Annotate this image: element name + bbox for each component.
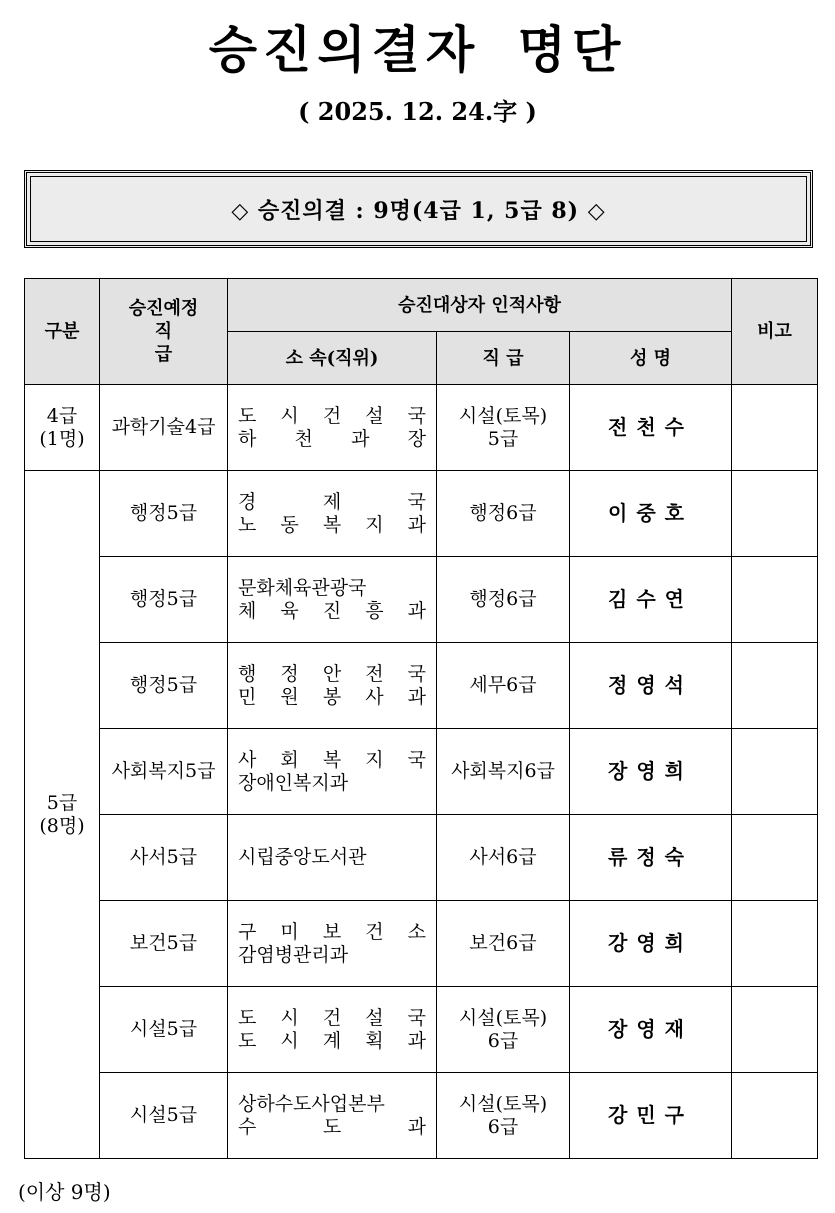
name-cell	[570, 1073, 732, 1159]
footer-note: (이상 9명)	[18, 1180, 111, 1204]
planned-rank: 사회복지5급	[111, 760, 216, 782]
remarks-cell	[732, 471, 818, 557]
planned-rank: 시설5급	[129, 1104, 198, 1126]
table-row	[25, 471, 818, 557]
planned-rank: 행정5급	[129, 502, 198, 524]
name-cell	[570, 385, 732, 471]
header-remarks: 비고	[732, 279, 818, 385]
remarks-cell	[732, 815, 818, 901]
current-rank-line1: 시설(토목)	[458, 1092, 548, 1115]
affiliation-cell	[228, 643, 437, 729]
affiliation-line1: 시립중앙도서관	[238, 846, 367, 868]
affiliation-line2: 감염병관리과	[238, 943, 349, 966]
affiliation-line2: 수 도 과	[238, 1115, 426, 1138]
current-rank-line1: 사서6급	[469, 846, 537, 868]
header-affiliation: 소 속(직위)	[228, 332, 437, 385]
remarks-cell	[732, 987, 818, 1073]
current-rank-line1: 보건6급	[469, 932, 537, 954]
name-cell	[570, 987, 732, 1073]
affiliation-line1: 도 시 건 설 국	[238, 1006, 426, 1029]
current-rank-cell	[437, 471, 570, 557]
affiliation-cell	[228, 815, 437, 901]
affiliation-cell	[228, 557, 437, 643]
promotion-table	[24, 278, 818, 1159]
name-cell	[570, 643, 732, 729]
affiliation-line2: 노 동 복 지 과	[238, 513, 426, 536]
affiliation-line1: 상하수도사업본부	[238, 1092, 385, 1115]
name-cell	[570, 729, 732, 815]
current-rank-line1: 행정6급	[469, 502, 537, 524]
remarks-cell	[732, 643, 818, 729]
affiliation-cell	[228, 471, 437, 557]
name-cell	[570, 471, 732, 557]
current-rank-line1: 세무6급	[469, 674, 537, 696]
current-rank-cell	[437, 729, 570, 815]
planned-rank-cell	[100, 557, 228, 643]
header-category: 구분	[25, 279, 100, 385]
current-rank-line1: 시설(토목)	[458, 404, 548, 427]
header-planned-rank-line1: 승진예정	[128, 298, 199, 319]
candidate-name: 장영희	[608, 759, 693, 783]
candidate-name: 류정숙	[608, 845, 693, 869]
affiliation-cell	[228, 987, 437, 1073]
affiliation-line1: 사 회 복 지 국	[238, 748, 426, 771]
remarks-cell	[732, 1073, 818, 1159]
current-rank-cell	[437, 901, 570, 987]
affiliation-line1: 행 정 안 전 국	[238, 662, 426, 685]
current-rank-cell	[437, 557, 570, 643]
table-row	[25, 901, 818, 987]
table-row	[25, 815, 818, 901]
group-label-line1: 5급	[46, 791, 78, 814]
affiliation-cell	[228, 385, 437, 471]
planned-rank: 보건5급	[129, 932, 198, 954]
candidate-name: 강민구	[608, 1103, 693, 1127]
remarks-cell	[732, 901, 818, 987]
affiliation-line1: 구 미 보 건 소	[238, 920, 426, 943]
candidate-name: 전천수	[608, 415, 693, 439]
planned-rank-cell	[100, 729, 228, 815]
document-title: 승진의결자 명단	[208, 21, 627, 79]
remarks-cell	[732, 557, 818, 643]
candidate-name: 강영희	[608, 931, 693, 955]
planned-rank-cell	[100, 385, 228, 471]
group-label	[25, 471, 100, 1159]
affiliation-line2: 장애인복지과	[238, 771, 349, 794]
current-rank-line1: 시설(토목)	[458, 1006, 548, 1029]
summary-box	[24, 170, 813, 248]
group-label-line1: 4급	[46, 404, 78, 427]
current-rank-line1: 행정6급	[469, 588, 537, 610]
current-rank-cell	[437, 1073, 570, 1159]
current-rank-line2: 5급	[487, 427, 519, 450]
candidate-name: 정영석	[608, 673, 693, 697]
candidate-name: 이중호	[608, 501, 693, 525]
planned-rank: 과학기술4급	[111, 416, 216, 438]
current-rank-line2: 6급	[487, 1115, 519, 1138]
remarks-cell	[732, 385, 818, 471]
candidate-name: 장영재	[608, 1017, 693, 1041]
table-row	[25, 643, 818, 729]
table-row	[25, 729, 818, 815]
planned-rank: 행정5급	[129, 674, 198, 696]
header-planned-rank-line2: 직 급	[154, 321, 199, 365]
affiliation-line1: 문화체육관광국	[238, 576, 367, 599]
affiliation-cell	[228, 729, 437, 815]
affiliation-cell	[228, 901, 437, 987]
affiliation-line1: 경 제 국	[238, 490, 426, 513]
header-planned-rank	[100, 279, 228, 385]
current-rank-cell	[437, 385, 570, 471]
name-cell	[570, 557, 732, 643]
header-candidate-info: 승진대상자 인적사항	[228, 279, 732, 332]
planned-rank: 시설5급	[129, 1018, 198, 1040]
planned-rank-cell	[100, 1073, 228, 1159]
affiliation-line2: 민 원 봉 사 과	[238, 685, 426, 708]
remarks-cell	[732, 729, 818, 815]
planned-rank-cell	[100, 643, 228, 729]
current-rank-cell	[437, 643, 570, 729]
affiliation-cell	[228, 1073, 437, 1159]
current-rank-cell	[437, 815, 570, 901]
affiliation-line2: 도 시 계 획 과	[238, 1029, 426, 1052]
planned-rank: 행정5급	[129, 588, 198, 610]
candidate-name: 김수연	[608, 587, 693, 611]
planned-rank: 사서5급	[129, 846, 198, 868]
current-rank-cell	[437, 987, 570, 1073]
header-rank: 직 급	[437, 332, 570, 385]
current-rank-line1: 사회복지6급	[451, 760, 555, 782]
planned-rank-cell	[100, 901, 228, 987]
group-label	[25, 385, 100, 471]
name-cell	[570, 901, 732, 987]
planned-rank-cell	[100, 815, 228, 901]
current-rank-line2: 6급	[487, 1029, 519, 1052]
document-date: ( 2025. 12. 24.字 )	[298, 97, 537, 126]
name-cell	[570, 815, 732, 901]
table-row	[25, 385, 818, 471]
affiliation-line1: 도 시 건 설 국	[238, 404, 426, 427]
group-label-line2: (1명)	[39, 427, 85, 450]
table-row	[25, 987, 818, 1073]
affiliation-line2: 체 육 진 흥 과	[238, 599, 426, 622]
group-label-line2: (8명)	[39, 814, 85, 837]
planned-rank-cell	[100, 987, 228, 1073]
summary-text: ◇ 승진의결 : 9명(4급 1, 5급 8) ◇	[231, 197, 606, 224]
planned-rank-cell	[100, 471, 228, 557]
header-name: 성 명	[570, 332, 732, 385]
affiliation-line2: 하 천 과 장	[238, 427, 426, 450]
table-row	[25, 557, 818, 643]
table-row	[25, 1073, 818, 1159]
